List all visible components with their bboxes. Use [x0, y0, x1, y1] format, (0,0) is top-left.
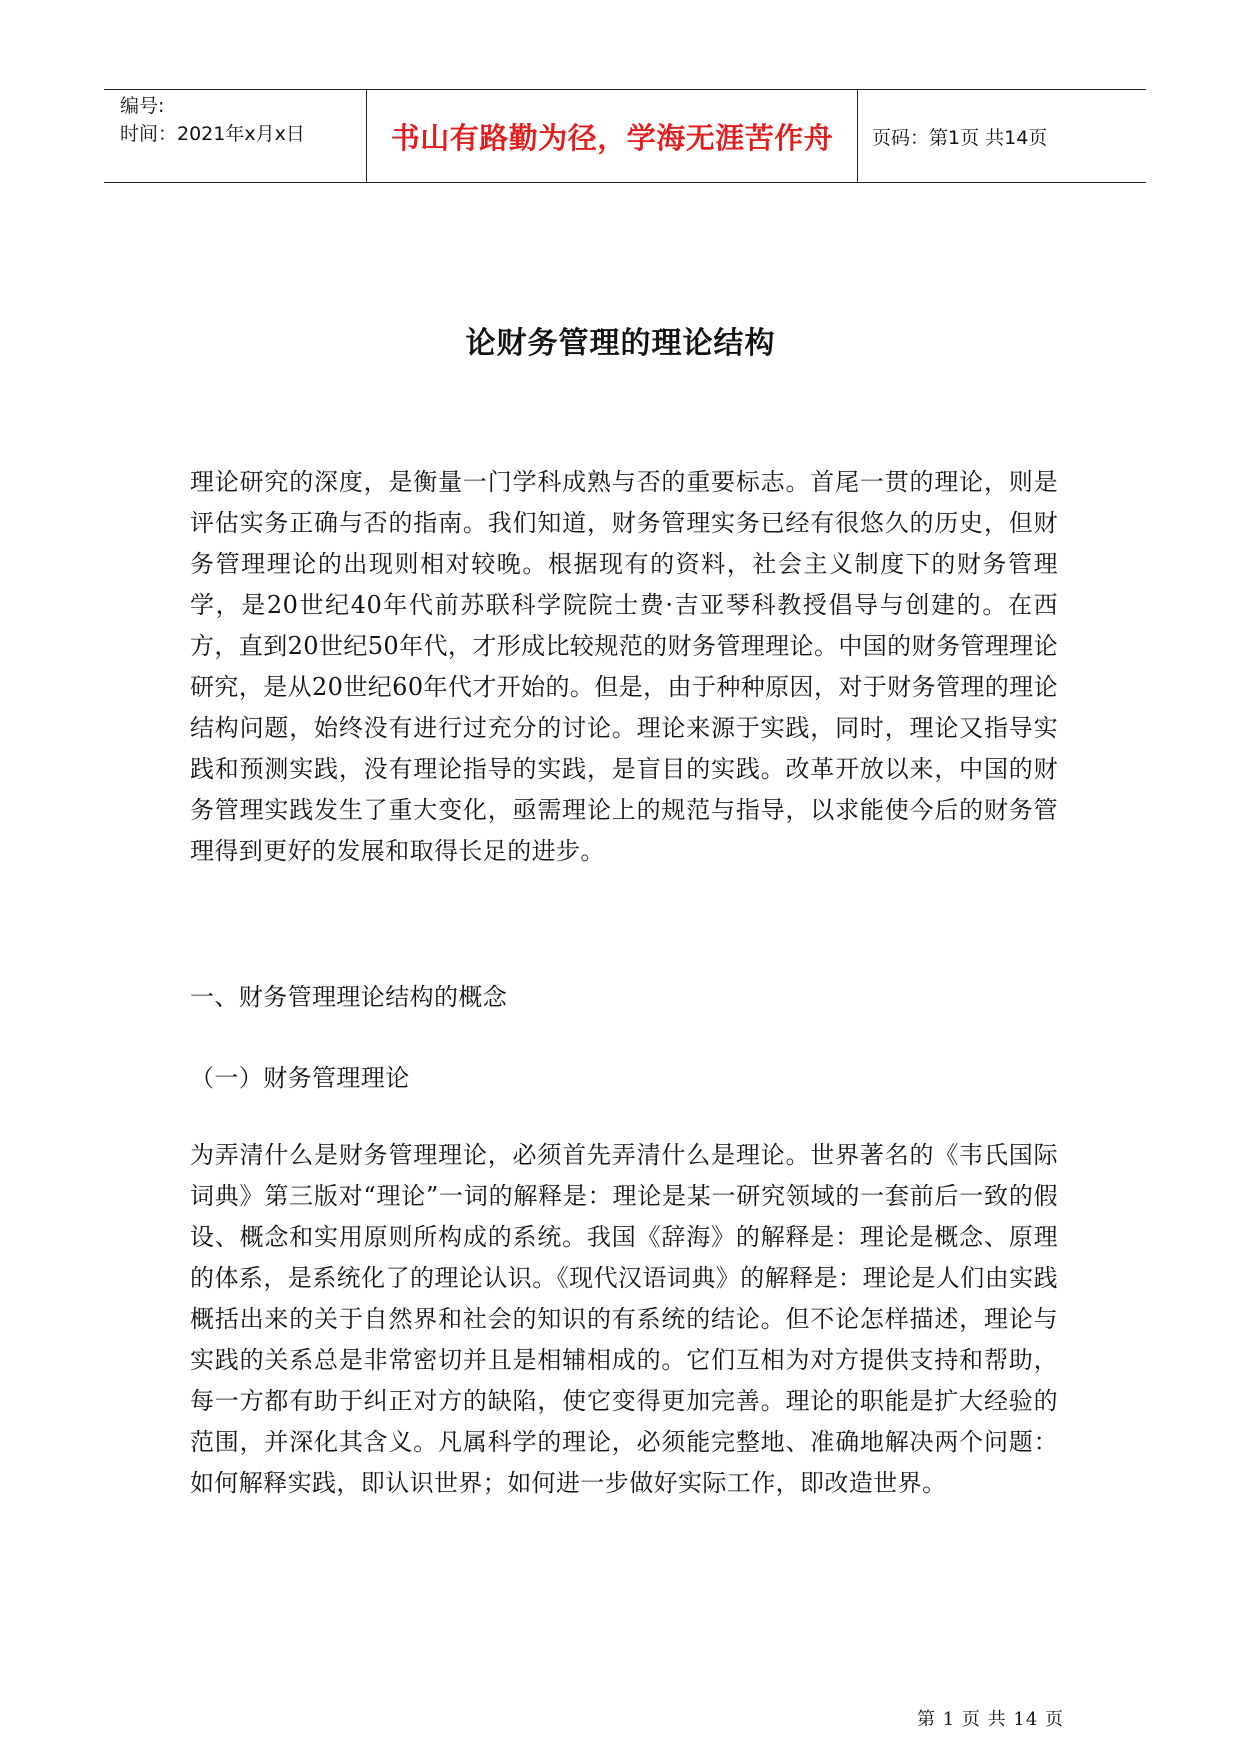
serial-number-label: 编号: — [120, 95, 165, 117]
header-table — [104, 89, 1146, 183]
subsection-heading: （一）财务管理理论 — [190, 1064, 410, 1092]
header-meta-cell — [104, 90, 367, 182]
time-label: 时间：2021年x月x日 — [120, 123, 305, 145]
header-motto-cell — [367, 90, 858, 182]
header-page-cell — [858, 90, 1146, 182]
section-heading: 一、财务管理理论结构的概念 — [190, 983, 508, 1011]
page-info: 页码：第1页 共14页 — [872, 126, 1048, 149]
intro-paragraph: 理论研究的深度，是衡量一门学科成熟与否的重要标志。首尾一贯的理论，则是评估实务正确与否的指南。我们知道，财务管理实务已经有很悠久的历史，但财务管理理论的出现则相对较晚。根据现有的资料，社会主义制度下的财务管理学，是20世纪40年代前苏联科学院院士费·吉亚琴科教授倡导与创建的。在西方，直到20世纪50年代，才形成比较规范的财务管理理论。中国的财务管理理论研究，是从20世纪60年代才开始的。但是，由于种种原因，对于财务管理的理论结构问题，始终没有进行过充分的讨论。理论来源于实践，同时，理论又指导实践和预测实践，没有理论指导的实践，是盲目的实践。改革开放以来，中国的财务管理实践发生了重大变化，亟需理论上的规范与指导，以求能使今后的财务管理得到更好的发展和取得长足的进步。 — [190, 468, 1058, 865]
footer-page-number: 第 1 页 共 14 页 — [917, 1709, 1064, 1730]
subsection-paragraph: 为弄清什么是财务管理理论，必须首先弄清什么是理论。世界著名的《韦氏国际词典》第三版对“理论”一词的解释是：理论是某一研究领域的一套前后一致的假设、概念和实用原则所构成的系统。我国《辞海》的解释是：理论是概念、原理的体系，是系统化了的理论认识。《现代汉语词典》的解释是：理论是人们由实践概括出来的关于自然界和社会的知识的有系统的结论。但不论怎样描述，理论与实践的关系总是非常密切并且是相辅相成的。它们互相为对方提供支持和帮助，每一方都有助于纠正对方的缺陷，使它变得更加完善。理论的职能是扩大经验的范围，并深化其含义。凡属科学的理论，必须能完整地、准确地解决两个问题：如何解释实践，即认识世界；如何进一步做好实际工作，即改造世界。 — [190, 1141, 1058, 1497]
motto: 书山有路勤为径，学海无涯苦作舟 — [390, 120, 834, 155]
document-title: 论财务管理的理论结构 — [465, 326, 776, 361]
